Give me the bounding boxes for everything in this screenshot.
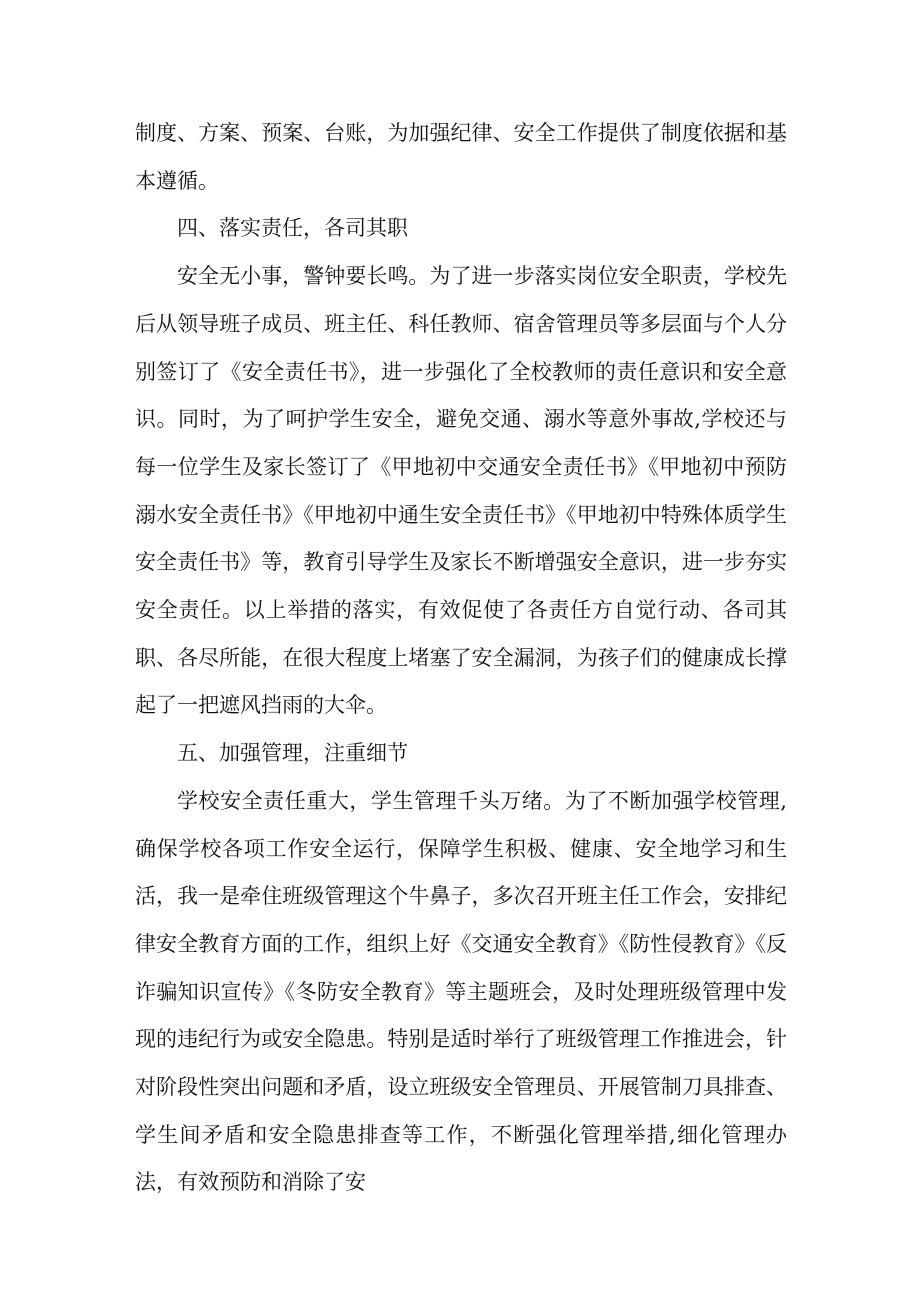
paragraph-responsibility: 安全无小事，警钟要长鸣。为了进一步落实岗位安全职责，学校先后从领导班子成员、班主任、科任教师、宿舍管理员等多层面与个人分别签订了《安全责任书》，进一步强化了全校教师的责任意识和安全意识。同时，为了呵护学生安全，避免交通、溺水等意外事故,学校还与每一位学生及家长签订了《甲地初中交通安全责任书》《甲地初中预防溺水安全责任书》《甲地初中通生安全责任书》《甲地初中特殊体质学生安全责任书》等，教育引导学生及家长不断增强安全意识，进一步夯实安全责任。以上举措的落实，有效促使了各责任方自觉行动、各司其职、各尽所能，在很大程度上堵塞了安全漏洞，为孩子们的健康成长撑起了一把遮风挡雨的大伞。: [135, 264, 787, 718]
paragraph-management: 学校安全责任重大，学生管理千头万绪。为了不断加强学校管理,确保学校各项工作安全运行，保障学生积极、健康、安全地学习和生活，我一是牵住班级管理这个牛鼻子，多次召开班主任工作会，安排纪律安全教育方面的工作，组织上好《交通安全教育》《防性侵教育》《反诈骗知识宣传》《冬防安全教育》等主题班会，及时处理班级管理中发现的违纪行为或安全隐患。特别是适时举行了班级管理工作推进会，针对阶段性突出问题和矛盾，设立班级安全管理员、开展管制刀具排查、学生间矛盾和安全隐患排查等工作，不断强化管理举措,细化管理办法，有效预防和消除了安: [135, 788, 787, 1195]
paragraph-continuation: 制度、方案、预案、台账，为加强纪律、安全工作提供了制度依据和基本遵循。: [135, 121, 787, 193]
section-heading-four: 四、落实责任，各司其职: [177, 216, 408, 241]
document-page: [135, 110, 787, 1207]
section-heading-five: 五、加强管理，注重细节: [177, 741, 408, 766]
